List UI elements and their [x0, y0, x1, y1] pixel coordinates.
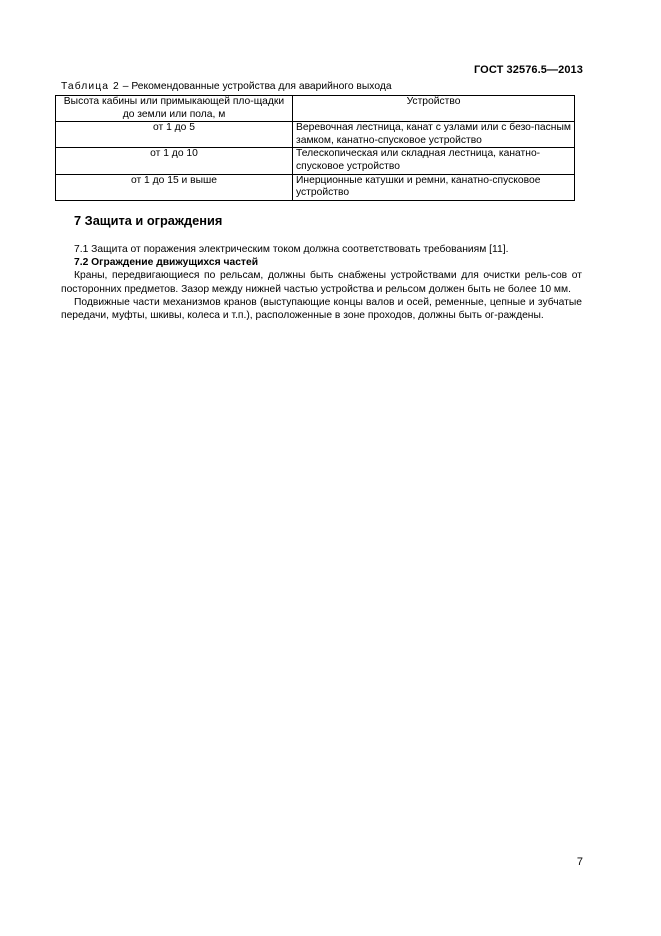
table-caption: [61, 81, 392, 92]
table-row: [56, 174, 575, 200]
paragraph-rails: Краны, передвигающиеся по рельсам, должны быть снабжены устройствами для очистки рель-сов от посторонних предметов. Зазор между нижней частью устройства и рельсом должен быть не более 10 мм.: [61, 270, 582, 295]
column-header-device: Устройство: [293, 96, 575, 122]
section-title: 7 Защита и ограждения: [74, 213, 223, 228]
table-header-row: [56, 96, 575, 122]
cell-device: Телескопическая или складная лестница, канатно-спусковое устройство: [293, 148, 575, 174]
document-code: ГОСТ 32576.5—2013: [473, 64, 583, 76]
column-header-height: Высота кабины или примыкающей пло-щадки до земли или пола, м: [56, 96, 293, 122]
cell-height: от 1 до 15 и выше: [56, 174, 293, 200]
section-body: [61, 243, 582, 322]
cell-device: Инерционные катушки и ремни, канатно-спусковое устройство: [293, 174, 575, 200]
paragraph-7-1: 7.1 Защита от поражения электрическим током должна соответствовать требованиям [11].: [74, 244, 509, 255]
table-row: [56, 148, 575, 174]
subsection-heading-7-2: 7.2 Ограждение движущихся частей: [74, 257, 259, 269]
cell-height: от 1 до 5: [56, 122, 293, 148]
table-caption-text: – Рекомендованные устройства для аварийного выхода: [119, 81, 392, 92]
page-number: 7: [576, 856, 583, 868]
cell-device: Веревочная лестница, канат с узлами или с безо-пасным замком, канатно-спусковое устройство: [293, 122, 575, 148]
table-row: [56, 122, 575, 148]
cell-height: от 1 до 10: [56, 148, 293, 174]
paragraph-moving-parts: Подвижные части механизмов кранов (выступающие концы валов и осей, ременные, цепные и зубчатые передачи, муфты, шкивы, колеса и т.п.), расположенные в зоне проходов, должны быть ог-раждены.: [61, 296, 582, 322]
emergency-exit-table: [55, 95, 575, 201]
table-caption-lead: Таблица 2: [61, 81, 120, 92]
